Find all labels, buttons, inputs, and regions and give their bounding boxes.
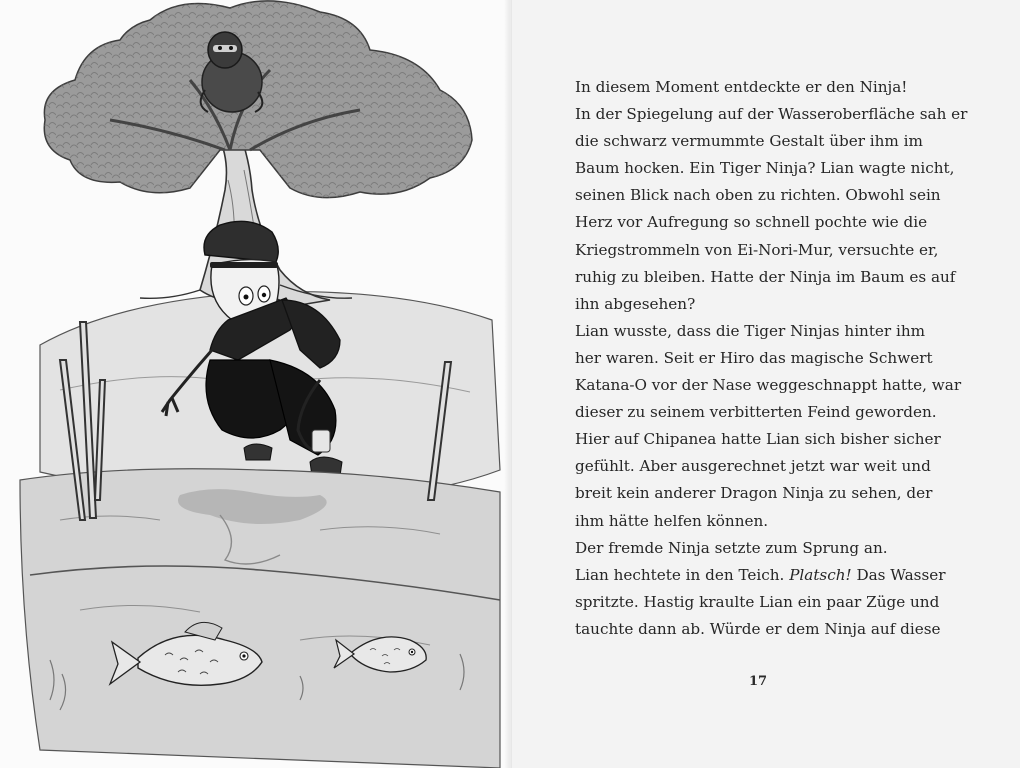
- text-segment: ihn abgesehen?: [575, 294, 696, 313]
- text-segment: seinen Blick nach oben zu richten. Obwohl sein: [575, 186, 941, 205]
- text-line: [575, 589, 995, 616]
- text-line: [575, 182, 995, 209]
- text-segment: ruhig zu bleiben. Hatte der Ninja im Baum es auf: [575, 267, 956, 286]
- text-line: [575, 426, 995, 453]
- text-line: [575, 345, 995, 372]
- text-line: [575, 128, 995, 155]
- text-line: [575, 616, 995, 643]
- text-line: [575, 264, 995, 291]
- text-segment: dieser zu seinem verbitterten Feind geworden.: [575, 403, 937, 422]
- text-line: [575, 480, 995, 507]
- text-segment: Der fremde Ninja setzte zum Sprung an.: [575, 538, 888, 557]
- text-line: [575, 101, 995, 128]
- page-number: 17: [748, 674, 768, 689]
- text-line: [575, 237, 995, 264]
- text-line: [575, 155, 995, 182]
- text-line: [575, 74, 995, 101]
- text-segment: spritzte. Hastig kraulte Lian ein paar Züge und: [575, 592, 940, 611]
- text-line: [575, 372, 995, 399]
- text-line: [575, 453, 995, 480]
- text-segment: die schwarz vermummte Gestalt über ihm im: [575, 132, 923, 151]
- body-text: [575, 74, 995, 643]
- text-line: [575, 318, 995, 345]
- text-segment: Das Wasser: [851, 565, 946, 584]
- text-line: [575, 508, 995, 535]
- text-segment: ihm hätte helfen können.: [575, 511, 769, 530]
- text-segment: Katana-O vor der Nase weggeschnappt hatte, war: [575, 376, 962, 395]
- text-segment: Hier auf Chipanea hatte Lian sich bisher sicher: [575, 430, 941, 449]
- italic-word: Platsch!: [789, 565, 852, 584]
- text-segment: Herz vor Aufregung so schnell pochte wie die: [575, 213, 928, 232]
- text-line: [575, 291, 995, 318]
- text-line: [575, 399, 995, 426]
- text-segment: gefühlt. Aber ausgerechnet jetzt war weit und: [575, 457, 931, 476]
- text-line: [575, 562, 995, 589]
- text-segment: her waren. Seit er Hiro das magische Schwert: [575, 348, 933, 367]
- tree-foliage: [44, 1, 472, 198]
- text-line: [575, 535, 995, 562]
- text-segment: Baum hocken. Ein Tiger Ninja? Lian wagte nicht,: [575, 159, 955, 178]
- text-segment: In diesem Moment entdeckte er den Ninja!: [575, 78, 908, 96]
- text-segment: Kriegstrommeln von Ei-Nori-Mur, versuchte er,: [575, 240, 939, 259]
- text-segment: Lian hechtete in den Teich.: [575, 565, 790, 584]
- text-segment: In der Spiegelung auf der Wasseroberfläche sah er: [575, 105, 968, 124]
- text-segment: breit kein anderer Dragon Ninja zu sehen, der: [575, 484, 933, 503]
- text-segment: tauchte dann ab. Würde er dem Ninja auf diese: [575, 619, 941, 638]
- text-line: [575, 209, 995, 236]
- text-segment: Lian wusste, dass die Tiger Ninjas hinter ihm: [575, 321, 926, 340]
